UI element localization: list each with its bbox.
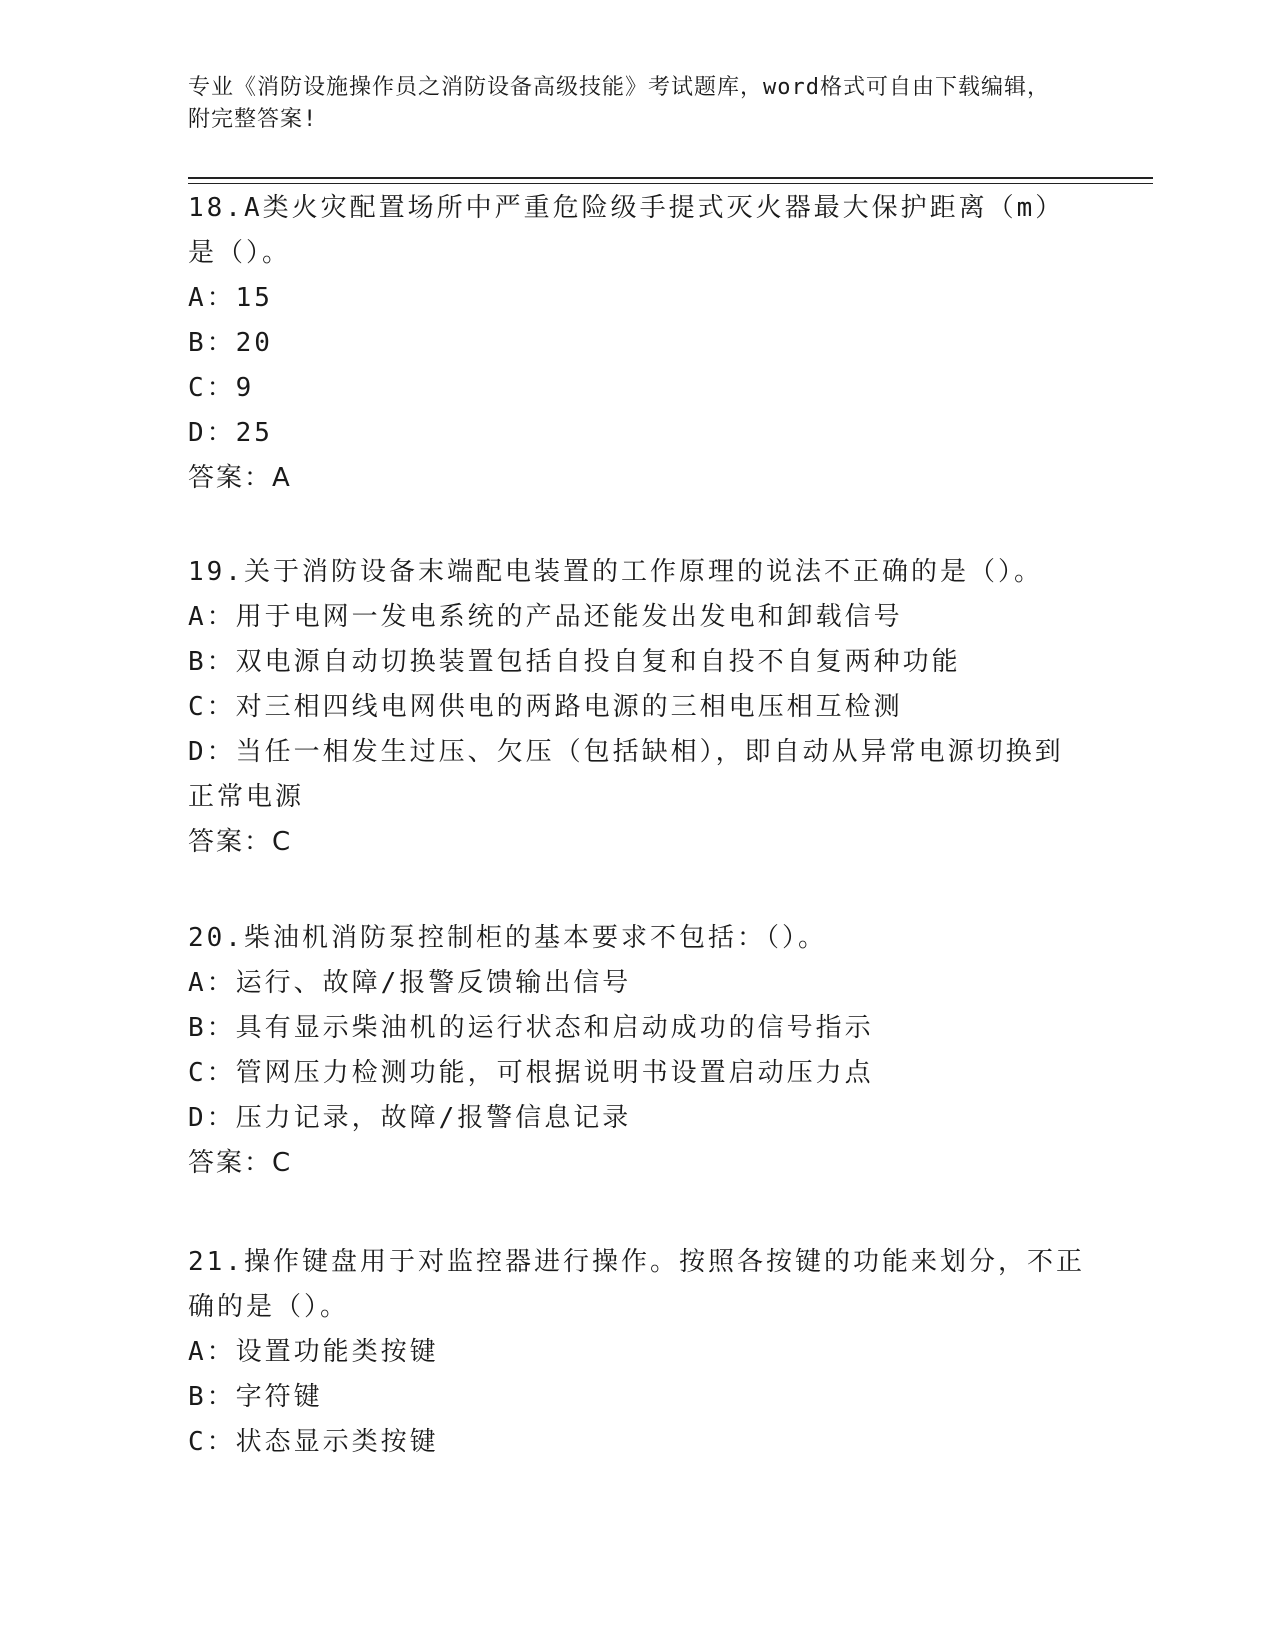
option-c [188, 1051, 1088, 1096]
option-a [188, 1330, 1088, 1375]
question-stem: 19.关于消防设备末端配电装置的工作原理的说法不正确的是（）。 [188, 557, 1043, 587]
option-letter: A： [188, 1337, 236, 1367]
option-c [188, 685, 1088, 730]
option-d [188, 730, 1088, 820]
question-18 [188, 186, 1088, 501]
answer-line: 答案：C [188, 827, 293, 857]
option-letter: B： [188, 1382, 236, 1412]
question-20 [188, 916, 1088, 1186]
option-letter: A： [188, 968, 236, 998]
answer-line: 答案：A [188, 463, 292, 493]
question-19 [188, 550, 1088, 865]
option-d [188, 411, 1088, 456]
header-divider-thick [188, 177, 1153, 179]
option-text: 25 [235, 418, 273, 448]
option-b [188, 1006, 1088, 1051]
header-divider-thin [188, 183, 1153, 184]
option-text: 状态显示类按键 [235, 1427, 439, 1457]
option-text: 设置功能类按键 [235, 1337, 439, 1367]
option-text: 字符键 [235, 1382, 323, 1412]
option-letter: D： [188, 1103, 236, 1133]
option-letter: A： [188, 283, 236, 313]
question-stem: 21.操作键盘用于对监控器进行操作。按照各按键的功能来划分，不正确的是（）。 [188, 1247, 1085, 1322]
option-c [188, 366, 1088, 411]
option-text: 运行、故障/报警反馈输出信号 [235, 968, 632, 998]
option-letter: C： [188, 692, 236, 722]
option-letter: B： [188, 1013, 236, 1043]
option-a [188, 595, 1088, 640]
option-text: 管网压力检测功能，可根据说明书设置启动压力点 [235, 1058, 874, 1088]
answer-line: 答案：C [188, 1148, 293, 1178]
option-text: 对三相四线电网供电的两路电源的三相电压相互检测 [235, 692, 903, 722]
question-stem: 18.A类火灾配置场所中严重危险级手提式灭火器最大保护距离（m）是（）。 [188, 193, 1065, 268]
option-text: 9 [235, 373, 255, 403]
option-text: 用于电网一发电系统的产品还能发出发电和卸载信号 [235, 602, 903, 632]
option-letter: C： [188, 373, 236, 403]
option-b [188, 321, 1088, 366]
option-letter: B： [188, 328, 236, 358]
option-letter: C： [188, 1427, 236, 1457]
question-21 [188, 1240, 1088, 1465]
option-a [188, 961, 1088, 1006]
question-stem: 20.柴油机消防泵控制柜的基本要求不包括：（）。 [188, 923, 827, 953]
option-text: 15 [235, 283, 273, 313]
option-letter: C： [188, 1058, 236, 1088]
option-letter: D： [188, 737, 236, 767]
option-letter: B： [188, 647, 236, 677]
option-text: 20 [235, 328, 273, 358]
option-b [188, 1375, 1088, 1420]
option-letter: A： [188, 602, 236, 632]
option-text: 双电源自动切换装置包括自投自复和自投不自复两种功能 [235, 647, 961, 677]
document-header: 专业《消防设施操作员之消防设备高级技能》考试题库，word格式可自由下载编辑，附完整答案! [188, 75, 1050, 132]
option-letter: D： [188, 418, 236, 448]
option-c [188, 1420, 1088, 1465]
option-d [188, 1096, 1088, 1141]
option-text: 具有显示柴油机的运行状态和启动成功的信号指示 [235, 1013, 874, 1043]
option-b [188, 640, 1088, 685]
option-text: 当任一相发生过压、欠压（包括缺相），即自动从异常电源切换到正常电源 [188, 737, 1064, 812]
option-a [188, 276, 1088, 321]
option-text: 压力记录，故障/报警信息记录 [235, 1103, 632, 1133]
